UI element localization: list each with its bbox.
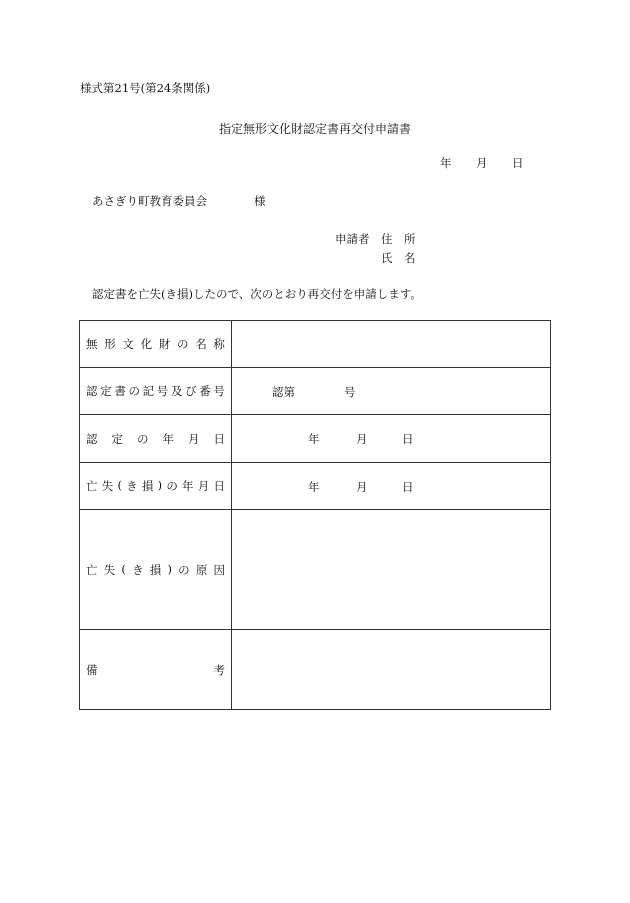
certificate-number-field[interactable] — [232, 368, 551, 415]
label-char: 損 — [149, 562, 162, 577]
addressee-name: あさぎり町教育委員会 — [92, 194, 207, 208]
label-char: 考 — [213, 662, 225, 677]
loss-year-label: 年 — [308, 480, 320, 494]
label-char: 亡 — [86, 479, 98, 493]
label-char: の — [177, 337, 189, 351]
applicant-address-label: 住 所 — [381, 232, 416, 246]
cert-month-label: 月 — [356, 432, 368, 446]
label-char: 財 — [158, 337, 171, 351]
label-char: 名 — [195, 337, 207, 351]
label-char: 認 — [86, 431, 98, 446]
label-char: 記 — [142, 384, 155, 398]
label-char: ( — [121, 561, 126, 576]
date-day-label: 日 — [512, 156, 524, 170]
label-char: び — [185, 384, 197, 398]
application-form-table — [79, 320, 551, 710]
row-label — [86, 336, 225, 352]
label-char: ( — [117, 478, 122, 492]
label-char: 日 — [213, 431, 225, 446]
property-name-field[interactable] — [232, 321, 551, 368]
label-char: 番 — [199, 384, 211, 398]
label-cell — [80, 630, 232, 710]
label-char: 月 — [197, 479, 210, 493]
loss-month-label: 月 — [356, 480, 368, 494]
label-char: 定 — [100, 384, 112, 398]
row-label — [86, 562, 225, 578]
applicant-label: 申請者 — [335, 232, 370, 246]
label-cell — [80, 463, 232, 510]
loss-date-field[interactable] — [232, 463, 551, 510]
table-row-remarks — [80, 630, 551, 710]
label-char: 日 — [213, 479, 225, 493]
certificate-suffix: 号 — [344, 385, 356, 399]
label-char: 無 — [86, 337, 98, 351]
table-row-property-name — [80, 321, 551, 368]
label-char: の — [178, 562, 190, 577]
label-char: の — [166, 479, 178, 493]
loss-day-label: 日 — [402, 480, 414, 494]
label-char: ) — [157, 478, 163, 492]
label-char: 備 — [86, 662, 98, 677]
label-char: き — [126, 479, 138, 493]
label-char: 損 — [141, 479, 154, 493]
label-char: 及 — [170, 384, 183, 398]
label-char: 称 — [213, 337, 225, 351]
date-year-label: 年 — [440, 156, 452, 170]
document-title: 指定無形文化財認定書再交付申請書 — [218, 122, 411, 136]
label-char: 年 — [162, 431, 174, 446]
label-char: 定 — [111, 431, 123, 446]
label-cell — [80, 415, 232, 463]
label-char: 失 — [101, 479, 114, 493]
table-row-certification-date — [80, 415, 551, 463]
table-row-loss-date — [80, 463, 551, 510]
table-row-loss-cause — [80, 510, 551, 630]
application-statement: 認定書を亡失(き損)したので、次のとおり再交付を申請します。 — [92, 287, 422, 301]
loss-cause-field[interactable] — [232, 510, 551, 630]
label-char: 文 — [122, 337, 134, 351]
label-char: 号 — [213, 384, 225, 398]
row-label — [86, 431, 225, 447]
label-char: 年 — [182, 479, 194, 493]
label-char: 号 — [156, 384, 169, 398]
row-label — [86, 478, 225, 494]
label-char: き — [132, 562, 144, 577]
cert-day-label: 日 — [402, 432, 414, 446]
cert-year-label: 年 — [308, 432, 320, 446]
addressee-honorific: 様 — [254, 194, 266, 208]
table-row-certificate-number — [80, 368, 551, 415]
label-char: 因 — [213, 562, 225, 577]
label-char: 月 — [188, 431, 200, 446]
label-char: の — [128, 384, 140, 398]
label-char: 化 — [140, 337, 153, 351]
remarks-field[interactable] — [232, 630, 551, 710]
label-char: 原 — [195, 562, 208, 577]
row-label — [86, 662, 225, 678]
label-cell — [80, 321, 232, 368]
label-cell — [80, 510, 232, 630]
certification-date-field[interactable] — [232, 415, 551, 463]
date-month-label: 月 — [476, 156, 488, 170]
label-char: 亡 — [86, 562, 98, 577]
label-char: 形 — [104, 337, 116, 351]
label-char: 書 — [114, 384, 126, 398]
certificate-prefix: 認第 — [272, 385, 295, 399]
row-label — [86, 383, 225, 399]
applicant-name-label: 氏 名 — [381, 251, 416, 265]
label-char: の — [137, 431, 149, 446]
form-number: 様式第21号(第24条関係) — [80, 81, 211, 95]
label-char: ) — [167, 561, 172, 576]
label-char: 認 — [86, 384, 98, 398]
label-cell — [80, 368, 232, 415]
label-char: 失 — [103, 562, 116, 577]
